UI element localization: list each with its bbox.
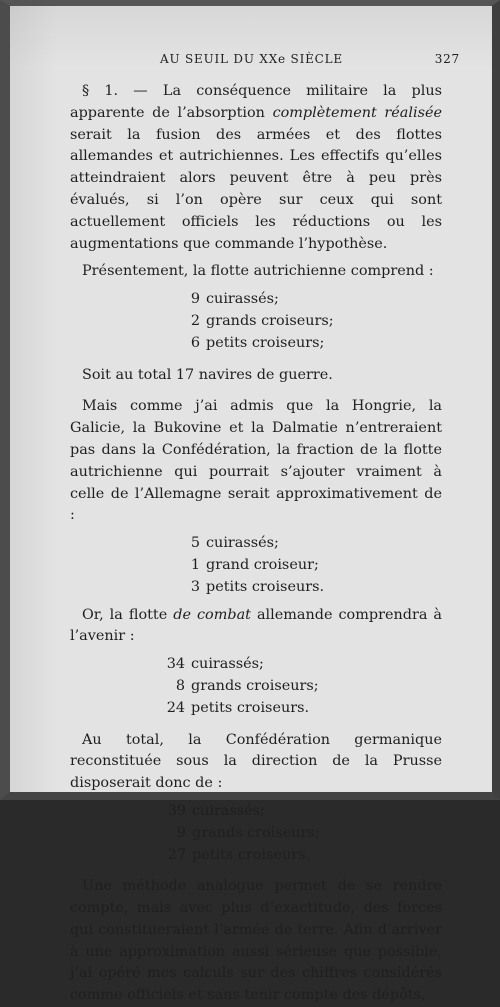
list-item [172,311,442,333]
austrian-fraction-list [172,533,442,598]
list-item [172,577,442,599]
list-item [158,801,442,823]
list-count: 2 [190,312,200,329]
spacer [70,720,442,730]
paragraph-1-italic: complètement réalisée [272,104,442,121]
page-number: 327 [434,52,460,66]
list-item [172,533,442,555]
list-label: petits croiseurs; [206,334,325,351]
list-count: 9 [176,824,186,841]
paragraph-1-rest: serait la fusion des armées et des flottes allemandes et autrichiennes. Les effectifs qu’elles atteindraient alors peuvent être à peu près évalués, si l’on opère sur ceux qui sont actuellement officiels les réductions ou les augmentations que commande l’hypothèse. [70,126,442,252]
austrian-fleet-list [172,289,442,354]
list-count: 24 [166,699,185,716]
list-label: grands croiseurs; [192,824,320,841]
list-count: 39 [167,802,186,819]
spacer [70,386,442,396]
german-combat-fleet-list [157,654,442,719]
paragraph-6: Au total, la Confédération germanique reconstituée sous la direction de la Prusse disposerait donc de : [70,731,442,792]
list-count: 27 [167,846,186,863]
spacer [70,355,442,365]
list-label: cuirassés; [206,291,279,308]
spacer [70,866,442,876]
list-item [172,555,442,577]
page-text [70,81,442,1007]
confederation-fleet-list [158,801,442,866]
paragraph-1-lead: § 1. — La conséquence militaire la plus apparente de l’absorption [70,83,442,121]
paragraph-5 [70,605,442,649]
paragraph-5-lead: Or, la flotte [82,606,174,623]
list-label: petits croiseurs. [192,846,311,863]
list-count: 3 [190,578,200,595]
paragraph-4: Mais comme j’ai admis que la Hongrie, la Galicie, la Bukovine et la Dalmatie n’entreraient pas dans la Confédération, la fraction de la flotte autrichienne qui pourrait s’ajouter vraiment à celle de l’Allemagne serait approximativement de : [70,398,442,524]
list-item [157,676,442,698]
paragraph-5-italic: de combat [173,606,251,623]
list-label: petits croiseurs. [206,578,325,595]
list-item [172,289,442,311]
running-head [10,52,492,70]
list-label: grands croiseurs; [191,677,319,694]
list-label: cuirassés; [206,535,279,552]
paragraph-2: Présentement, la flotte autrichienne comprend : [82,263,434,280]
list-item [157,654,442,676]
list-item [158,845,442,867]
paragraph-5-rest: allemande comprendra à l’avenir : [70,606,442,645]
list-count: 6 [190,334,200,351]
running-title: AU SEUIL DU XXe SIÈCLE [160,52,343,66]
paragraph-1 [70,81,442,255]
list-count: 34 [166,656,185,673]
list-label: grands croiseurs; [206,312,334,329]
list-label: petits croiseurs. [191,699,310,716]
paragraph-7: Une méthode analogue permet de se rendre compte, mais avec plus d’exactitude, des forces qui constitueraient l’armée de terre. Afin d’arriver à une approximation aussi sérieuse que possible, j’ai opéré mes calculs sur des chiffres considérés comme officiels et sans tenir compte des dépôts, [70,878,442,1004]
list-item [158,823,442,845]
list-count: 9 [190,291,200,308]
list-count: 8 [175,677,185,694]
list-label: cuirassés; [191,656,264,673]
list-item [157,698,442,720]
list-item [172,333,442,355]
list-count: 1 [190,556,200,573]
list-label: grand croiseur; [206,556,319,573]
list-count: 5 [190,535,200,552]
list-label: cuirassés; [192,802,265,819]
paragraph-3: Soit au total 17 navires de guerre. [82,366,333,383]
